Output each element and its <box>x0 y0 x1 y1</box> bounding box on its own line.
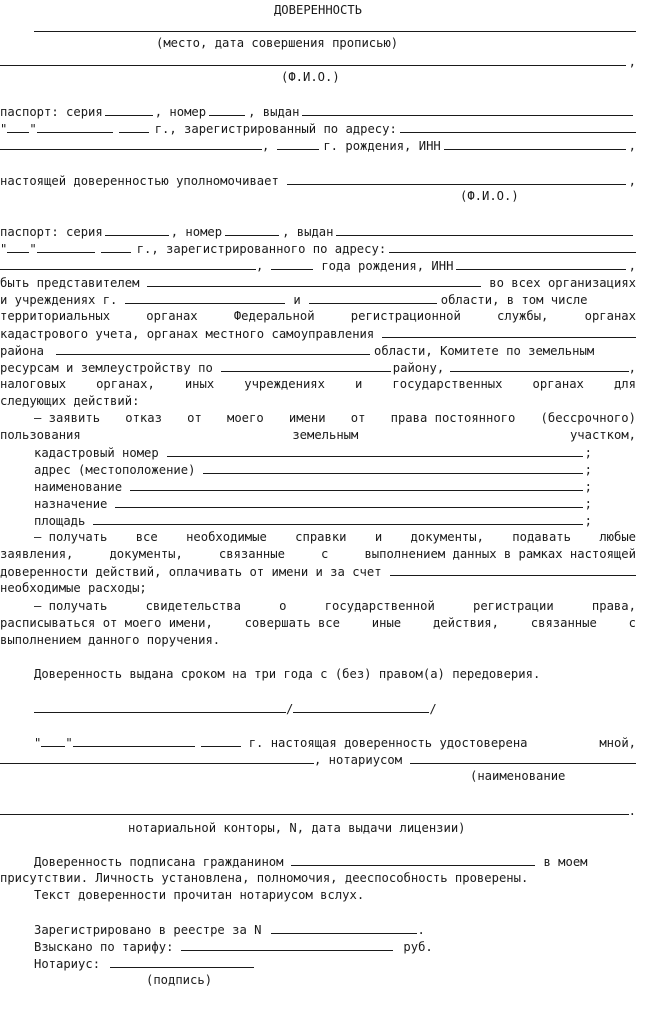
cert-month-field[interactable] <box>73 734 195 747</box>
principal-day-field[interactable] <box>7 120 29 133</box>
identity-text: присутствии. Личность установлена, полномочия, дееспособность проверены. <box>0 871 529 885</box>
agent-address-field[interactable] <box>389 240 636 253</box>
signed-row: Доверенность подписана гражданином в моем <box>34 855 588 869</box>
agent-issued-field[interactable] <box>336 223 633 236</box>
principal-name-decode-field[interactable] <box>293 700 429 713</box>
notary-sign-row: Нотариус: <box>34 955 534 971</box>
registry-row: Зарегистрировано в реестре за N . <box>34 923 425 937</box>
assignment-text: выполнением данного поручения. <box>0 633 221 647</box>
cert-day-field[interactable] <box>41 734 65 747</box>
area-field[interactable] <box>93 512 582 525</box>
principal-fio-hint: (Ф.И.О.) <box>281 70 340 84</box>
agent-inn-field[interactable] <box>456 257 625 270</box>
agent-number-field[interactable] <box>225 223 279 236</box>
principal-inn-field[interactable] <box>444 137 626 150</box>
agent-year-field[interactable] <box>101 240 131 253</box>
principal-year-field[interactable] <box>119 120 149 133</box>
notary-office-cont-field[interactable] <box>0 802 629 815</box>
resources-extra-field[interactable] <box>450 359 628 372</box>
tax-row: налоговых органах, иных учреждениях и государственных органах для <box>0 377 636 391</box>
read-aloud-text: Текст доверенности прочитан нотариусом вслух. <box>34 888 365 902</box>
local-government-field[interactable] <box>382 325 636 338</box>
agent-fio-hint: (Ф.И.О.) <box>460 189 519 203</box>
represent-field[interactable] <box>147 274 481 287</box>
address-row: адрес (местоположение) ; <box>34 463 592 477</box>
principal-birthyear-field[interactable] <box>277 137 319 150</box>
purpose-row: назначение ; <box>34 497 592 511</box>
notary-name-field[interactable] <box>0 751 314 764</box>
payment-row: доверенности действий, оплачивать от имени и за счет <box>0 563 636 579</box>
area-row: площадь ; <box>34 514 592 528</box>
term-text: Доверенность выдана сроком на три года с (без) правом(а) передоверия. <box>34 667 541 681</box>
certification-row: " " г. настоящая доверенность удостоверена мной, <box>34 736 636 750</box>
office-hint: нотариальной конторы, N, дата выдачи лицензии) <box>128 821 466 835</box>
authorizes-row: настоящей доверенностью уполномочивает , <box>0 174 636 188</box>
district-field[interactable] <box>56 342 370 355</box>
principal-address-field[interactable] <box>400 120 636 133</box>
agent-passport-row: паспорт: серия , номер , выдан <box>0 223 636 239</box>
bullet-refuse-cont: пользования земельным участком, <box>0 428 636 442</box>
agent-address-row: " " г., зарегистрированного по адресу: <box>0 240 636 256</box>
agent-fio-field[interactable] <box>287 172 626 185</box>
principal-issued-field[interactable] <box>302 103 633 116</box>
cert-year-field[interactable] <box>201 734 241 747</box>
cadastral-row: кадастрового учета, органах местного самоуправления <box>0 325 636 341</box>
principal-signature-field[interactable] <box>34 700 286 713</box>
place-date-hint: (место, дата совершения прописью) <box>156 36 399 50</box>
fee-amount-field[interactable] <box>181 938 393 951</box>
principal-series-field[interactable] <box>105 103 153 116</box>
agent-series-field[interactable] <box>105 223 169 236</box>
naming-field[interactable] <box>130 478 583 491</box>
notary-row: , нотариусом <box>0 751 636 767</box>
following-actions: следующих действий: <box>0 394 140 408</box>
resources-district-field[interactable] <box>221 359 391 372</box>
notary-office-field[interactable] <box>410 751 636 764</box>
principal-number-field[interactable] <box>209 103 245 116</box>
principal-month-field[interactable] <box>37 120 113 133</box>
expenses-text: необходимые расходы; <box>0 581 147 595</box>
naming-hint: (наименование <box>470 769 566 783</box>
principal-fio-row: , <box>0 53 636 69</box>
principal-birth-row: , г. рождения, ИНН , <box>0 137 636 153</box>
payment-account-field[interactable] <box>390 563 636 576</box>
cadastral-number-field[interactable] <box>167 444 583 457</box>
notary-signature-field[interactable] <box>110 955 254 968</box>
place-date-line[interactable] <box>34 31 636 32</box>
city-field[interactable] <box>125 291 285 304</box>
agent-day-field[interactable] <box>7 240 29 253</box>
cadastral-number-row: кадастровый номер ; <box>34 446 592 460</box>
bullet-receive-docs: – получать все необходимые справки и документы, подавать любые <box>34 530 636 544</box>
principal-signature-row: / / <box>34 700 444 716</box>
signature-hint: (подпись) <box>146 973 213 987</box>
signer-name-field[interactable] <box>291 853 535 866</box>
principal-address-cont-field[interactable] <box>0 137 262 150</box>
principal-passport-row: паспорт: серия , номер , выдан <box>0 103 636 119</box>
registry-number-field[interactable] <box>271 921 417 934</box>
document-title: ДОВЕРЕННОСТЬ <box>273 3 363 17</box>
principal-address-row: " " г., зарегистрированный по адресу: <box>0 120 636 136</box>
fee-row: Взыскано по тарифу: руб. <box>34 940 433 954</box>
principal-fio-field[interactable] <box>0 53 626 66</box>
office-row: . <box>0 802 636 818</box>
bullet-refuse: – заявить отказ от моего имени от права постоянного (бессрочного) <box>34 411 636 425</box>
location-field[interactable] <box>203 461 582 474</box>
naming-row: наименование ; <box>34 480 592 494</box>
agent-month-field[interactable] <box>37 240 95 253</box>
agent-birth-row: , года рождения, ИНН , <box>0 257 636 273</box>
region-field[interactable] <box>309 291 437 304</box>
agent-birthyear-field[interactable] <box>271 257 313 270</box>
purpose-field[interactable] <box>115 495 582 508</box>
resources-row: ресурсам и землеустройству по району, , <box>0 361 636 375</box>
agent-address-cont-field[interactable] <box>0 257 256 270</box>
institutions-row: и учреждениях г. и области, в том числе <box>0 293 588 307</box>
district-row: района области, Комитете по земельным <box>0 344 595 358</box>
bullet-certificates-cont: расписываться от моего имени, совершать все иные действия, связанные с <box>0 616 636 630</box>
territorial-row: территориальных органах Федеральной регистрационной службы, органах <box>0 309 636 323</box>
bullet-certificates: – получать свидетельства о государственной регистрации права, <box>34 599 636 613</box>
represent-row: быть представителем во всех организациях <box>0 276 636 290</box>
bullet-receive-docs-cont: заявления, документы, связанные с выполнением данных в рамках настоящей <box>0 547 636 561</box>
